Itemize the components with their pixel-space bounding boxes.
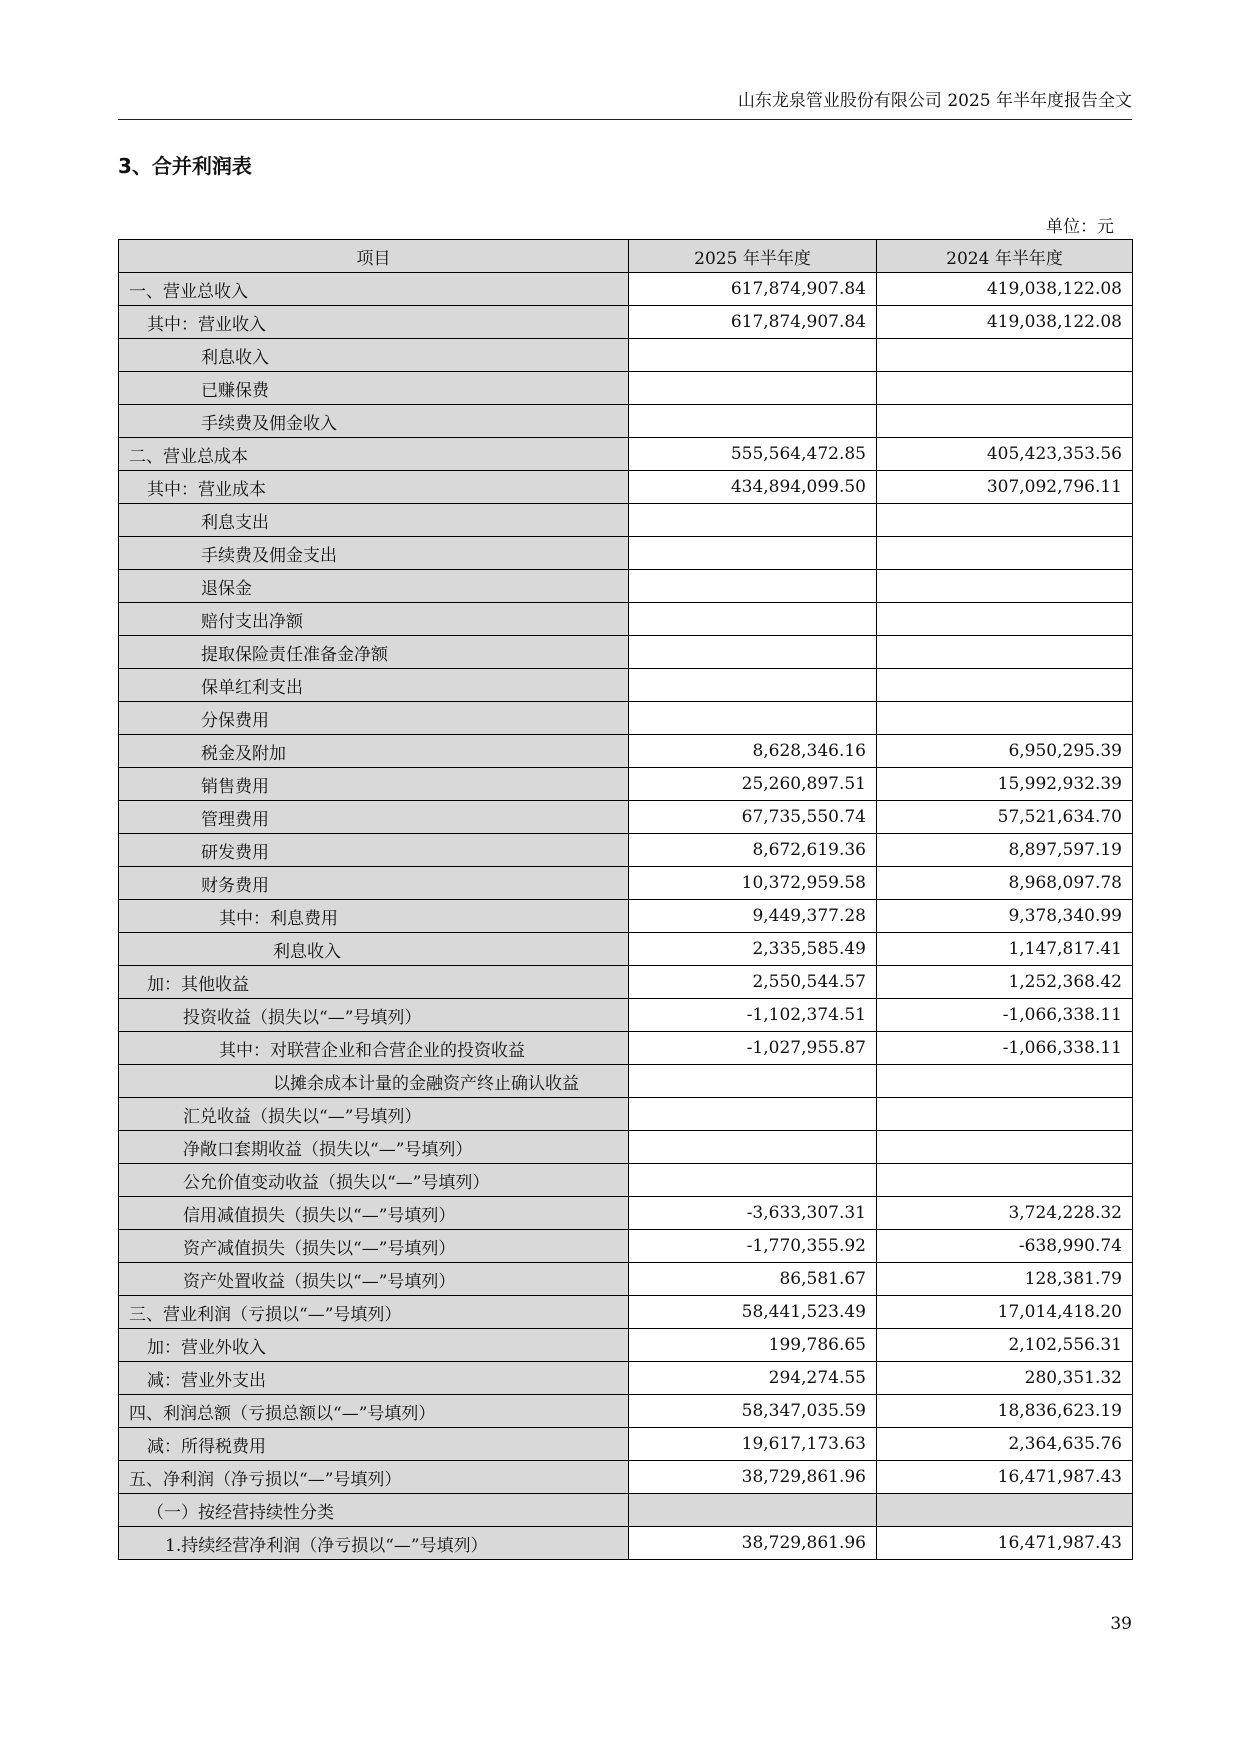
value-2024: -1,066,338.11: [877, 1032, 1133, 1065]
row-label: 其中：对联营企业和合营企业的投资收益: [119, 1032, 629, 1065]
value-2024: [877, 1065, 1133, 1098]
row-label: 销售费用: [119, 768, 629, 801]
table-row: [119, 735, 1133, 768]
table-row: [119, 1428, 1133, 1461]
value-2025: 434,894,099.50: [629, 471, 877, 504]
row-label: 管理费用: [119, 801, 629, 834]
table-row: [119, 570, 1133, 603]
section-title: 3、合并利润表: [118, 154, 252, 178]
value-2025: -3,633,307.31: [629, 1197, 877, 1230]
income-statement-table: [118, 239, 1133, 1560]
table-row: [119, 702, 1133, 735]
value-2025: 294,274.55: [629, 1362, 877, 1395]
value-2025: 38,729,861.96: [629, 1461, 877, 1494]
value-2025: -1,027,955.87: [629, 1032, 877, 1065]
value-2024: 9,378,340.99: [877, 900, 1133, 933]
row-label: 提取保险责任准备金净额: [119, 636, 629, 669]
row-label: 四、利润总额（亏损总额以“—”号填列）: [119, 1395, 629, 1428]
table-header-row: [119, 240, 1133, 273]
row-label: 资产减值损失（损失以“—”号填列）: [119, 1230, 629, 1263]
row-label: 保单红利支出: [119, 669, 629, 702]
table-row: [119, 768, 1133, 801]
row-label: 减：营业外支出: [119, 1362, 629, 1395]
value-2025: [629, 603, 877, 636]
unit-label: 单位：元: [1046, 217, 1114, 237]
row-label: 税金及附加: [119, 735, 629, 768]
running-header: 山东龙泉管业股份有限公司 2025 年半年度报告全文: [737, 91, 1132, 111]
value-2024: 6,950,295.39: [877, 735, 1133, 768]
value-2025: 58,347,035.59: [629, 1395, 877, 1428]
value-2024: [877, 1164, 1133, 1197]
value-2025: -1,770,355.92: [629, 1230, 877, 1263]
row-label: 退保金: [119, 570, 629, 603]
value-2025: [629, 636, 877, 669]
row-label: （一）按经营持续性分类: [119, 1494, 629, 1527]
value-2024: 1,252,368.42: [877, 966, 1133, 999]
value-2024: 2,102,556.31: [877, 1329, 1133, 1362]
row-label: 信用减值损失（损失以“—”号填列）: [119, 1197, 629, 1230]
value-2024: [877, 504, 1133, 537]
value-2025: [629, 537, 877, 570]
row-label: 投资收益（损失以“—”号填列）: [119, 999, 629, 1032]
value-2025: 25,260,897.51: [629, 768, 877, 801]
table-row: [119, 1197, 1133, 1230]
table-row: [119, 1263, 1133, 1296]
value-2025: [629, 570, 877, 603]
table-row: [119, 603, 1133, 636]
row-label: 三、营业利润（亏损以“—”号填列）: [119, 1296, 629, 1329]
row-label: 利息收入: [119, 933, 629, 966]
row-label: 手续费及佣金收入: [119, 405, 629, 438]
table-row: [119, 1296, 1133, 1329]
value-2024: [877, 372, 1133, 405]
value-2025: [629, 702, 877, 735]
row-label: 利息支出: [119, 504, 629, 537]
value-2025: 10,372,959.58: [629, 867, 877, 900]
table-row: [119, 1065, 1133, 1098]
row-label: 研发费用: [119, 834, 629, 867]
value-2024: [877, 702, 1133, 735]
table-row: [119, 1329, 1133, 1362]
value-2024: [877, 339, 1133, 372]
value-2025: 8,672,619.36: [629, 834, 877, 867]
table-row: [119, 999, 1133, 1032]
table-row: [119, 834, 1133, 867]
value-2024: 2,364,635.76: [877, 1428, 1133, 1461]
value-2025: 2,335,585.49: [629, 933, 877, 966]
value-2025: [629, 405, 877, 438]
value-2024: [877, 405, 1133, 438]
table-row: [119, 1098, 1133, 1131]
value-2024: 419,038,122.08: [877, 306, 1133, 339]
table-row: [119, 1395, 1133, 1428]
table-row: [119, 1461, 1133, 1494]
value-2025: 67,735,550.74: [629, 801, 877, 834]
value-2025: [629, 1164, 877, 1197]
value-2024: 57,521,634.70: [877, 801, 1133, 834]
value-2024: 405,423,353.56: [877, 438, 1133, 471]
value-2025: 9,449,377.28: [629, 900, 877, 933]
value-2025: [629, 372, 877, 405]
value-2024: 8,897,597.19: [877, 834, 1133, 867]
table-row: [119, 471, 1133, 504]
value-2025: [629, 1131, 877, 1164]
table-row: [119, 1032, 1133, 1065]
value-2025: 38,729,861.96: [629, 1527, 877, 1560]
row-label: 公允价值变动收益（损失以“—”号填列）: [119, 1164, 629, 1197]
value-2025: 2,550,544.57: [629, 966, 877, 999]
table-row: [119, 966, 1133, 999]
row-label: 以摊余成本计量的金融资产终止确认收益: [119, 1065, 629, 1098]
value-2024: 16,471,987.43: [877, 1461, 1133, 1494]
table-row: [119, 372, 1133, 405]
row-label: 其中：营业成本: [119, 471, 629, 504]
table-body: [119, 273, 1133, 1560]
value-2025: 8,628,346.16: [629, 735, 877, 768]
table-row: [119, 933, 1133, 966]
table-row: [119, 1527, 1133, 1560]
table-row: [119, 669, 1133, 702]
row-label: 手续费及佣金支出: [119, 537, 629, 570]
table-row: [119, 405, 1133, 438]
row-label: 财务费用: [119, 867, 629, 900]
value-2024: [877, 537, 1133, 570]
value-2024: 307,092,796.11: [877, 471, 1133, 504]
table-row: [119, 1494, 1133, 1527]
row-label: 赔付支出净额: [119, 603, 629, 636]
value-2024: 17,014,418.20: [877, 1296, 1133, 1329]
value-2024: 18,836,623.19: [877, 1395, 1133, 1428]
value-2024: [877, 1098, 1133, 1131]
header-item: 项目: [119, 240, 629, 273]
value-2025: [629, 1494, 877, 1527]
table-row: [119, 900, 1133, 933]
row-label: 一、营业总收入: [119, 273, 629, 306]
value-2025: 617,874,907.84: [629, 306, 877, 339]
value-2024: 8,968,097.78: [877, 867, 1133, 900]
value-2024: 1,147,817.41: [877, 933, 1133, 966]
table-row: [119, 1362, 1133, 1395]
value-2024: 15,992,932.39: [877, 768, 1133, 801]
value-2025: 617,874,907.84: [629, 273, 877, 306]
value-2025: 19,617,173.63: [629, 1428, 877, 1461]
table-row: [119, 1164, 1133, 1197]
table-row: [119, 1131, 1133, 1164]
value-2024: [877, 1494, 1133, 1527]
value-2024: 280,351.32: [877, 1362, 1133, 1395]
row-label: 加：营业外收入: [119, 1329, 629, 1362]
value-2024: [877, 1131, 1133, 1164]
table-row: [119, 273, 1133, 306]
value-2025: [629, 504, 877, 537]
row-label: 分保费用: [119, 702, 629, 735]
value-2024: 16,471,987.43: [877, 1527, 1133, 1560]
value-2025: 86,581.67: [629, 1263, 877, 1296]
value-2025: [629, 1065, 877, 1098]
value-2025: [629, 1098, 877, 1131]
value-2024: -638,990.74: [877, 1230, 1133, 1263]
row-label: 加：其他收益: [119, 966, 629, 999]
row-label: 二、营业总成本: [119, 438, 629, 471]
table-row: [119, 438, 1133, 471]
value-2025: -1,102,374.51: [629, 999, 877, 1032]
table-row: [119, 636, 1133, 669]
page-number: 39: [1110, 1614, 1132, 1634]
header-2024: 2024 年半年度: [877, 240, 1133, 273]
row-label: 利息收入: [119, 339, 629, 372]
value-2024: [877, 570, 1133, 603]
header-divider: [118, 119, 1132, 120]
header-2025: 2025 年半年度: [629, 240, 877, 273]
row-label: 净敞口套期收益（损失以“—”号填列）: [119, 1131, 629, 1164]
value-2024: 128,381.79: [877, 1263, 1133, 1296]
row-label: 其中：营业收入: [119, 306, 629, 339]
value-2024: 419,038,122.08: [877, 273, 1133, 306]
row-label: 汇兑收益（损失以“—”号填列）: [119, 1098, 629, 1131]
value-2024: 3,724,228.32: [877, 1197, 1133, 1230]
row-label: 其中：利息费用: [119, 900, 629, 933]
table-row: [119, 537, 1133, 570]
row-label: 1.持续经营净利润（净亏损以“—”号填列）: [119, 1527, 629, 1560]
value-2024: -1,066,338.11: [877, 999, 1133, 1032]
row-label: 减：所得税费用: [119, 1428, 629, 1461]
value-2025: [629, 339, 877, 372]
table-row: [119, 867, 1133, 900]
table-row: [119, 306, 1133, 339]
value-2024: [877, 636, 1133, 669]
value-2025: 58,441,523.49: [629, 1296, 877, 1329]
table-row: [119, 801, 1133, 834]
table-row: [119, 339, 1133, 372]
row-label: 已赚保费: [119, 372, 629, 405]
row-label: 五、净利润（净亏损以“—”号填列）: [119, 1461, 629, 1494]
value-2025: 199,786.65: [629, 1329, 877, 1362]
value-2025: 555,564,472.85: [629, 438, 877, 471]
row-label: 资产处置收益（损失以“—”号填列）: [119, 1263, 629, 1296]
value-2024: [877, 603, 1133, 636]
value-2024: [877, 669, 1133, 702]
table-row: [119, 1230, 1133, 1263]
value-2025: [629, 669, 877, 702]
table-row: [119, 504, 1133, 537]
